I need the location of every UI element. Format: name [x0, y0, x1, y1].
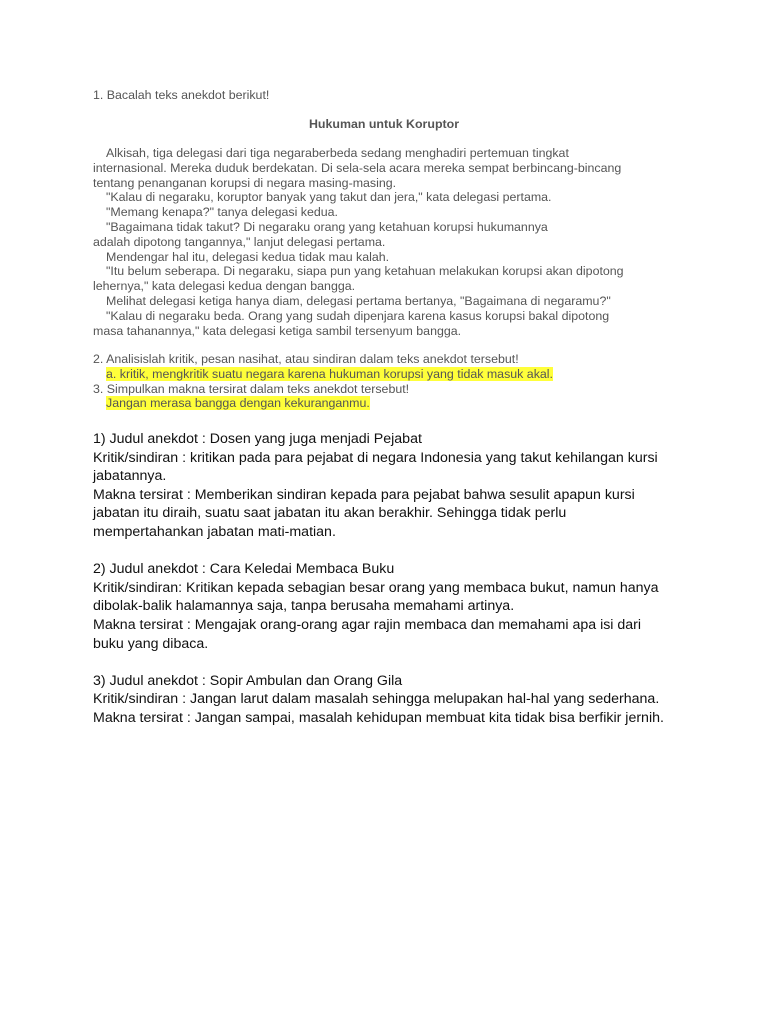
- answer-1-makna: Makna tersirat : Memberikan sindiran kepada para pejabat bahwa sesulit apapun kursi jabatan itu diraih, suatu saat jabatan itu akan berakhir. Sehingga tidak perlu mempertahankan jabatan mati-matian.: [93, 486, 635, 540]
- question-3: 3. Simpulkan makna tersirat dalam teks anekdot tersebut!: [93, 381, 410, 396]
- story-line: "Kalau di negaraku, koruptor banyak yang takut dan jera," kata delegasi pertama.: [106, 190, 552, 205]
- spacer: [93, 653, 673, 672]
- question-3-answer: Jangan merasa bangga dengan kekuranganmu.: [106, 396, 370, 411]
- answer-2-makna: Makna tersirat : Mengajak orang-orang agar rajin membaca dan memahami apa isi dari buku yang dibaca.: [93, 616, 642, 652]
- answer-1-judul: 1) Judul anekdot : Dosen yang juga menjadi Pejabat: [93, 431, 422, 447]
- answer-3-makna: Makna tersirat : Jangan sampai, masalah kehidupan membuat kita tidak bisa berfikir jernih.: [93, 709, 664, 726]
- answers-section: [93, 430, 673, 728]
- question-1: 1. Bacalah teks anekdot berikut!: [93, 88, 270, 102]
- story-line: "Memang kenapa?" tanya delegasi kedua.: [106, 205, 338, 220]
- story-line: internasional. Mereka duduk berdekatan. Di sela-sela acara mereka sempat berbincang-bincang: [93, 160, 622, 175]
- answer-2-judul: 2) Judul anekdot : Cara Keledai Membaca Buku: [93, 561, 395, 578]
- story-line: "Itu belum seberapa. Di negaraku, siapa pun yang ketahuan melakukan korupsi akan dipotong: [106, 264, 624, 279]
- answer-2-kritik: Kritik/sindiran: Kritikan kepada sebagian besar orang yang membaca bukut, namun hanya dibolak-balik halamannya saja, tanpa berusaha memahami artinya.: [93, 579, 659, 615]
- story-line: Melihat delegasi ketiga hanya diam, delegasi pertama bertanya, "Bagaimana di negaramu?": [106, 293, 611, 308]
- question-2: 2. Analisislah kritik, pesan nasihat, atau sindiran dalam teks anekdot tersebut!: [93, 352, 519, 366]
- question-2-answer-line: [93, 367, 693, 382]
- questions-2-3: [93, 352, 693, 411]
- story-line: adalah dipotong tangannya," lanjut delegasi pertama.: [93, 234, 386, 249]
- story-line: "Bagaimana tidak takut? Di negaraku orang yang ketahuan korupsi hukumannya: [106, 219, 548, 234]
- question-3-answer-line: [93, 396, 693, 411]
- answer-3-judul: 3) Judul anekdot : Sopir Ambulan dan Orang Gila: [93, 672, 403, 689]
- story-line: Alkisah, tiga delegasi dari tiga negaraberbeda sedang menghadiri pertemuan tingkat: [106, 146, 569, 160]
- answer-1-kritik: Kritik/sindiran : kritikan pada para pejabat di negara Indonesia yang takut kehilangan kursi jabatannya.: [93, 449, 658, 485]
- story-line: masa tahanannya," kata delegasi ketiga sambil tersenyum bangga.: [93, 323, 462, 338]
- story-line: Mendengar hal itu, delegasi kedua tidak mau kalah.: [106, 249, 390, 264]
- story-text: [93, 146, 693, 338]
- question-2-answer: a. kritik, mengkritik suatu negara karena hukuman korupsi yang tidak masuk akal.: [106, 366, 553, 381]
- story-line: lehernya," kata delegasi kedua dengan bangga.: [93, 279, 356, 294]
- story-line: tentang penanganan korupsi di negara masing-masing.: [93, 175, 397, 190]
- answer-3-kritik: Kritik/sindiran : Jangan larut dalam masalah sehingga melupakan hal-hal yang sederhana.: [93, 691, 660, 708]
- spacer: [93, 542, 673, 561]
- story-title: Hukuman untuk Koruptor: [308, 117, 460, 131]
- story-line: "Kalau di negaraku beda. Orang yang sudah dipenjara karena kasus korupsi bakal dipotong: [106, 308, 610, 323]
